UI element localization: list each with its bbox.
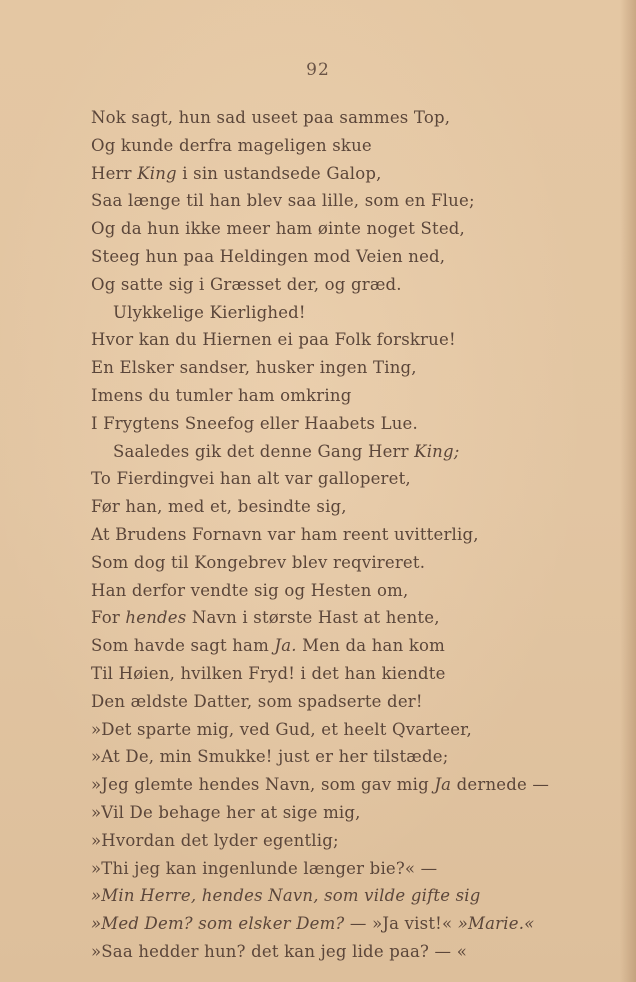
line-text: Nok sagt, hun sad useet paa sammes Top, <box>91 108 451 127</box>
line-text: i sin ustandsede Galop, <box>176 163 382 183</box>
poem-line <box>91 716 611 744</box>
poem-line <box>91 938 611 966</box>
line-text: »Saa hedder hun? det kan jeg lide paa? — « <box>91 941 467 961</box>
poem-line <box>91 271 611 299</box>
italic-text: Ja <box>434 775 452 795</box>
line-text: Ulykkelige Kierlighed! <box>113 302 306 322</box>
line-text: Hvor kan du Hiernen ei paa Folk forskrue! <box>91 330 456 350</box>
line-text: — »Ja vist!« <box>344 914 458 934</box>
line-text: Steeg hun paa Heldingen mod Veien ned, <box>91 246 446 266</box>
line-text: En Elsker sandser, husker ingen Ting, <box>91 358 417 378</box>
poem-line <box>91 521 611 549</box>
line-text: Som dog til Kongebrev blev reqvireret. <box>91 552 426 572</box>
poem-line <box>91 104 611 132</box>
line-text: At Brudens Fornavn var ham reent uvitterlig, <box>91 524 479 544</box>
line-text: To Fierdingvei han alt var galloperet, <box>91 469 411 489</box>
poem-line <box>91 688 611 716</box>
line-text: I Frygtens Sneefog eller Haabets Lue. <box>91 413 418 433</box>
line-text: Saa længe til han blev saa lille, som en Flue; <box>91 191 475 211</box>
poem-line <box>91 910 611 938</box>
line-text: Til Høien, hvilken Fryd! i det han kiendte <box>91 663 446 683</box>
line-text: Den ældste Datter, som spadserte der! <box>91 691 423 711</box>
italic-text: hendes <box>125 608 187 628</box>
poem-text <box>91 104 611 966</box>
line-text: »Thi jeg kan ingenlunde længer bie?« — <box>91 858 438 878</box>
line-text: Saaledes gik det denne Gang Herr <box>113 441 415 461</box>
italic-text: »Med Dem? som elsker Dem? <box>91 914 345 934</box>
page-number: 92 <box>306 60 330 80</box>
line-text: »Vil De behage her at sige mig, <box>91 802 361 822</box>
italic-text: King; <box>414 441 460 461</box>
poem-line <box>91 743 611 771</box>
poem-line <box>91 577 611 605</box>
line-text: »Jeg glemte hendes Navn, som gav mig <box>91 775 435 795</box>
italic-text: Ja. <box>274 636 297 656</box>
poem-line <box>91 299 611 327</box>
line-text: Navn i største Hast at hente, <box>186 608 440 628</box>
line-text: Han derfor vendte sig og Hesten om, <box>91 580 409 600</box>
poem-line <box>91 243 611 271</box>
poem-line <box>91 855 611 883</box>
line-text: »Det sparte mig, ved Gud, et heelt Qvarteer, <box>91 719 472 739</box>
page-edge <box>620 0 636 982</box>
poem-line <box>91 632 611 660</box>
poem-line <box>91 215 611 243</box>
italic-text: »Min Herre, hendes Navn, som vilde gifte sig <box>91 886 481 906</box>
line-text: »Hvordan det lyder egentlig; <box>91 830 339 850</box>
line-text: Som havde sagt ham <box>91 636 275 656</box>
poem-line <box>91 382 611 410</box>
line-text: Imens du tumler ham omkring <box>91 385 352 405</box>
line-text: Men da han kom <box>296 636 446 656</box>
line-text: Og kunde derfra mageligen skue <box>91 135 372 155</box>
italic-text: »Marie.« <box>457 914 535 934</box>
poem-line <box>91 465 611 493</box>
poem-line <box>91 549 611 577</box>
poem-line <box>91 160 611 188</box>
poem-line <box>91 660 611 688</box>
poem-line <box>91 799 611 827</box>
line-text: Og satte sig i Græsset der, og græd. <box>91 274 402 294</box>
poem-line <box>91 882 611 910</box>
poem-line <box>91 132 611 160</box>
line-text: Og da hun ikke meer ham øinte noget Sted, <box>91 219 465 239</box>
italic-text: King <box>137 163 177 183</box>
line-text: Før han, med et, besindte sig, <box>91 497 347 517</box>
line-text: »At De, min Smukke! just er her tilstæde; <box>91 747 449 767</box>
poem-line <box>91 604 611 632</box>
poem-line <box>91 326 611 354</box>
line-text: For <box>91 608 126 628</box>
line-text: dernede — <box>451 775 550 795</box>
poem-line <box>91 438 611 466</box>
line-text: Herr <box>91 163 138 183</box>
poem-line <box>91 410 611 438</box>
poem-line <box>91 493 611 521</box>
poem-line <box>91 354 611 382</box>
poem-line <box>91 827 611 855</box>
poem-line <box>91 771 611 799</box>
poem-line <box>91 187 611 215</box>
